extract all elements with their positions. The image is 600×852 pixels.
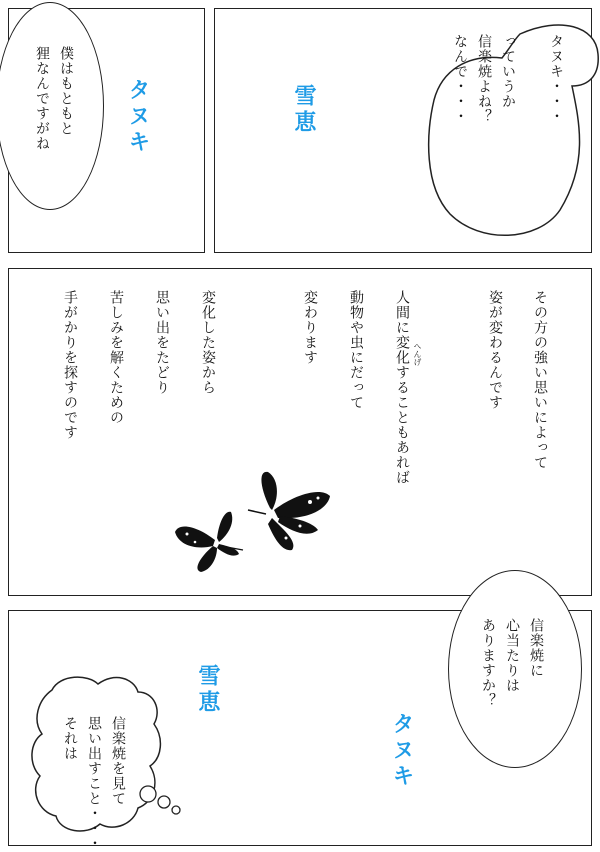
narration-line-9: 思い出をたどり	[154, 290, 170, 395]
narration-line-10: 苦しみを解くための	[108, 290, 124, 425]
butterflies-icon	[175, 468, 340, 573]
furigana: へんげ	[413, 342, 422, 366]
narration-line-11: 手がかりを探すのです	[62, 290, 78, 440]
narration-line-8: 変化した姿から	[200, 290, 216, 395]
bubble-text-panel4: 信楽焼に 心当たりは ありますか？	[480, 618, 544, 708]
speaker-name-yukie-2: 雪恵	[195, 664, 220, 716]
bubble-text-right: タヌキ・・・ っていうか 信楽焼よね？ なんで・・・	[452, 34, 564, 124]
butterfly-small	[175, 512, 243, 572]
speaker-name-yukie: 雪恵	[291, 84, 316, 136]
speaker-name-tanuki-2: タヌキ	[389, 712, 414, 790]
narration-line-5: 動物や虫にだって	[348, 290, 364, 410]
bubble-text-left: 僕はもともと 狸なんですがね	[34, 46, 74, 151]
narration-line-4: 人間に変化することもあれば	[394, 290, 410, 485]
speaker-name-tanuki: タヌキ	[125, 78, 150, 156]
narration-line-1: その方の強い思いによって	[532, 290, 548, 470]
thought-text: 信楽焼を見て 思い出すこと・・・ それは	[62, 716, 126, 851]
narration-line-2: 姿が変わるんです	[487, 290, 503, 410]
butterfly-large	[248, 472, 330, 550]
narration-line-6: 変わります	[302, 290, 318, 365]
